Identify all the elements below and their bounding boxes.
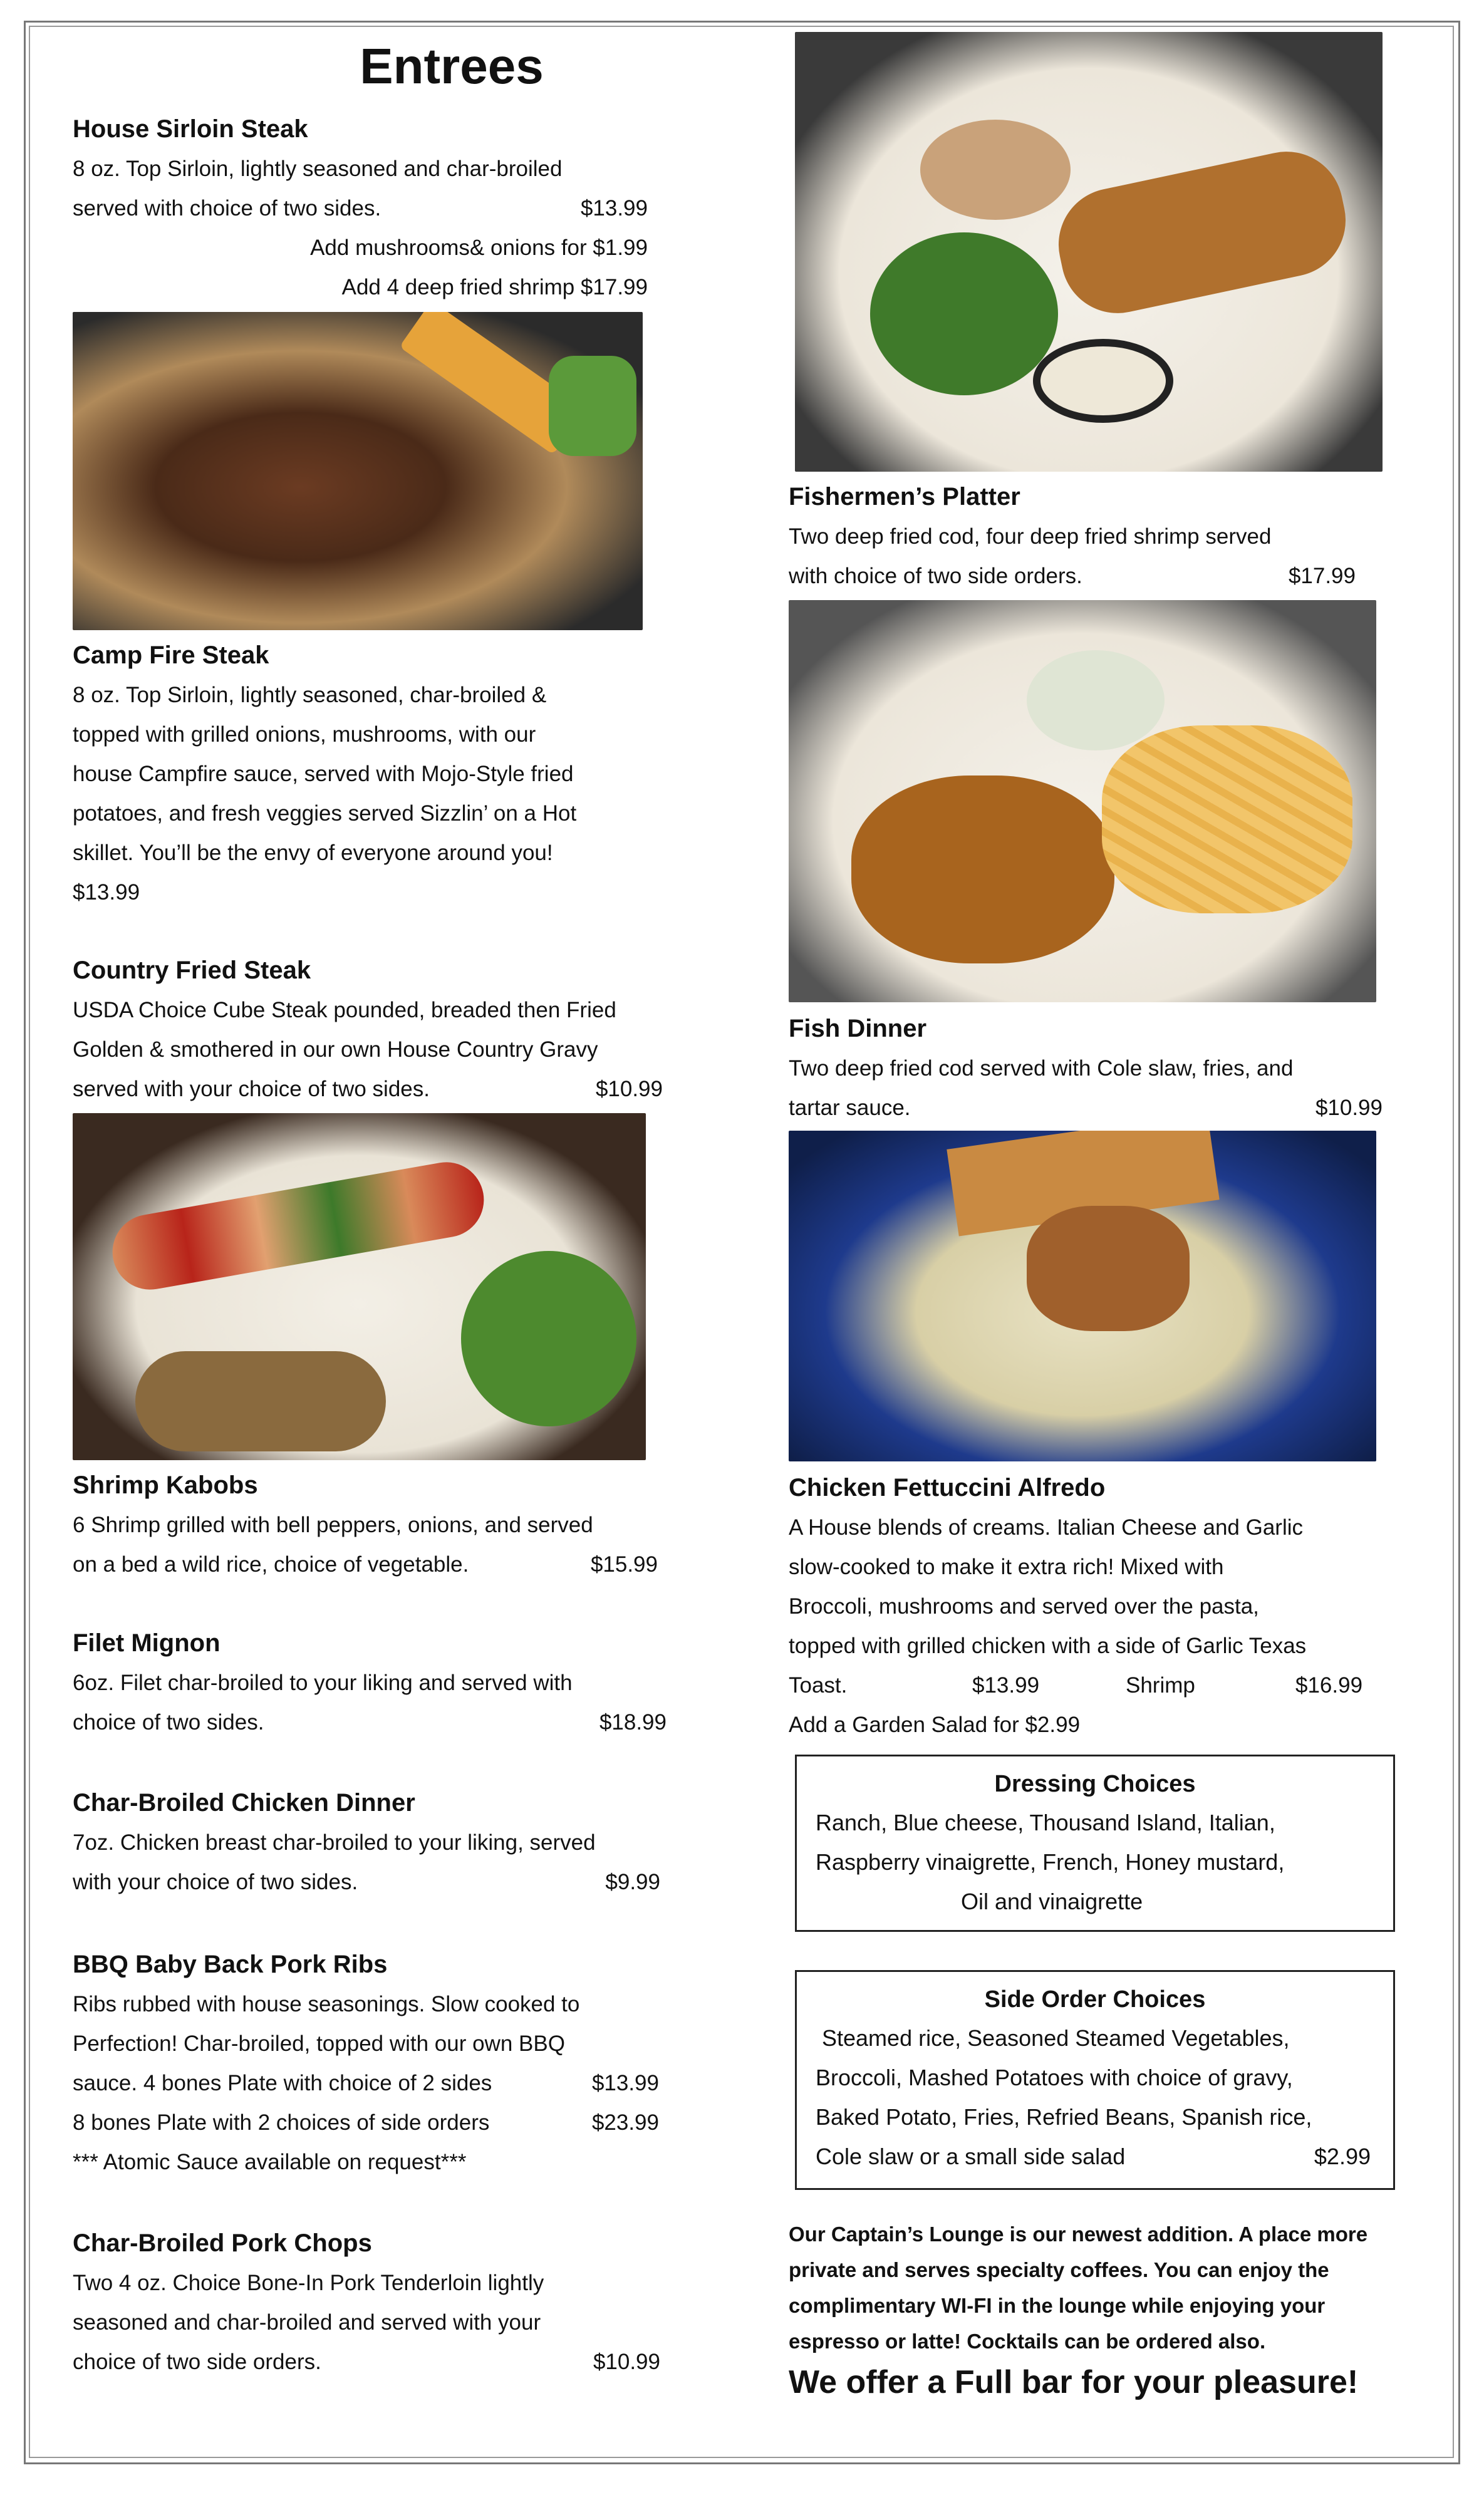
shrimp-option-price: $16.99 (1295, 1673, 1363, 1698)
captains-lounge-note (789, 2216, 1367, 2404)
item-desc-line (789, 1666, 1409, 1705)
side-orders-list: Baked Potato, Fries, Refried Beans, Spanish rice, (816, 2104, 1312, 2130)
item-desc: 6 Shrimp grilled with bell peppers, onions, and served (73, 1513, 593, 1537)
full-bar-announcement: We offer a Full bar for your pleasure! (789, 2364, 1359, 2400)
item-price: $10.99 (595, 1077, 663, 1101)
dressing-choices-box (795, 1755, 1395, 1932)
shrimp-kabobs-photo (73, 1113, 646, 1460)
item-desc: tartar sauce. (789, 1096, 911, 1120)
addon-shrimp: Add 4 deep fried shrimp $17.99 (341, 275, 648, 299)
item-desc: topped with grilled chicken with a side of Garlic Texas (789, 1634, 1307, 1658)
lounge-text: private and serves specialty coffees. You can enjoy the (789, 2258, 1329, 2281)
item-desc: Two deep fried cod, four deep fried shrimp served (789, 524, 1272, 549)
item-desc: 6oz. Filet char-broiled to your liking and served with (73, 1671, 573, 1695)
fishermens-platter-photo (795, 32, 1383, 472)
addon-mushrooms: Add mushrooms& onions for $1.99 (310, 236, 648, 260)
item-price: $13.99 (580, 196, 648, 220)
lounge-text: espresso or latte! Cocktails can be ordered also. (789, 2330, 1266, 2353)
menu-item-fish-dinner (789, 1009, 1383, 1128)
dressing-list: Oil and vinaigrette (961, 1889, 1143, 1914)
item-price: $10.99 (593, 2350, 660, 2374)
item-desc-line (789, 556, 1356, 596)
side-orders-title: Side Order Choices (984, 1986, 1206, 2013)
item-desc-line (73, 1862, 660, 1902)
item-desc: potatoes, and fresh veggies served Sizzlin’ on a Hot (73, 801, 577, 826)
side-orders-list: Cole slaw or a small side salad (816, 2144, 1126, 2169)
item-price: $13.99 (591, 2071, 659, 2095)
side-orders-line (797, 2137, 1393, 2176)
item-name: Camp Fire Steak (73, 641, 269, 669)
item-desc: sauce. 4 bones Plate with choice of 2 sides (73, 2071, 492, 2095)
item-desc: with choice of two side orders. (789, 564, 1082, 588)
item-desc-line (73, 1545, 658, 1584)
chicken-alfredo-photo (789, 1131, 1376, 1461)
item-price: $13.99 (73, 880, 140, 905)
side-orders-list: Broccoli, Mashed Potatoes with choice of gravy, (816, 2065, 1293, 2090)
item-name: Fishermen’s Platter (789, 483, 1020, 511)
menu-item-char-broiled-chicken (73, 1783, 660, 1902)
item-desc-line (73, 1703, 667, 1742)
lounge-text: Our Captain’s Lounge is our newest addition. A place more (789, 2223, 1368, 2246)
menu-item-filet-mignon (73, 1624, 667, 1742)
item-desc-line (73, 2342, 660, 2382)
item-desc: Perfection! Char-broiled, topped with our own BBQ (73, 2031, 565, 2056)
garden-salad-addon: Add a Garden Salad for $2.99 (789, 1713, 1081, 1737)
side-orders-list: Steamed rice, Seasoned Steamed Vegetables, (822, 2025, 1290, 2051)
item-name: Filet Mignon (73, 1629, 221, 1657)
item-desc: Two deep fried cod served with Cole slaw, fries, and (789, 1056, 1294, 1081)
shrimp-option-label: Shrimp (1126, 1673, 1195, 1698)
item-price: $23.99 (591, 2110, 659, 2135)
item-desc: topped with grilled onions, mushrooms, with our (73, 722, 536, 747)
menu-item-shrimp-kabobs (73, 1466, 658, 1584)
item-name: House Sirloin Steak (73, 115, 308, 143)
dressing-title: Dressing Choices (994, 1771, 1196, 1797)
menu-item-bbq-ribs (73, 1945, 659, 2182)
item-price: $18.99 (599, 1710, 667, 1735)
item-name: Chicken Fettuccini Alfredo (789, 1474, 1106, 1502)
item-desc: 8 oz. Top Sirloin, lightly seasoned and char-broiled (73, 157, 563, 181)
item-desc-line (73, 1069, 663, 1109)
dressing-list: Ranch, Blue cheese, Thousand Island, Italian, (816, 1810, 1275, 1835)
item-desc-line (73, 189, 648, 228)
lounge-text: complimentary WI-FI in the lounge while enjoying your (789, 2294, 1326, 2317)
item-desc-line (73, 2103, 659, 2142)
item-desc: Broccoli, mushrooms and served over the pasta, (789, 1594, 1259, 1619)
item-desc: 8 bones Plate with 2 choices of side orders (73, 2110, 490, 2135)
dressing-list: Raspberry vinaigrette, French, Honey mustard, (816, 1849, 1285, 1875)
side-order-price: $2.99 (1314, 2144, 1371, 2169)
item-desc: skillet. You’ll be the envy of everyone around you! (73, 841, 553, 865)
item-name: BBQ Baby Back Pork Ribs (73, 1951, 388, 1978)
menu-item-pork-chops (73, 2224, 660, 2382)
item-desc: A House blends of creams. Italian Cheese and Garlic (789, 1515, 1303, 1540)
item-desc-line (789, 1088, 1383, 1128)
item-desc: slow-cooked to make it extra rich! Mixed with (789, 1555, 1224, 1579)
menu-item-house-sirloin (73, 110, 648, 307)
item-desc: served with choice of two sides. (73, 196, 381, 220)
item-price: $9.99 (605, 1870, 660, 1894)
item-name: Fish Dinner (789, 1015, 927, 1042)
menu-item-country-fried-steak (73, 951, 663, 1109)
item-price: $17.99 (1288, 564, 1356, 588)
item-desc: Toast. (789, 1673, 848, 1698)
item-desc: USDA Choice Cube Steak pounded, breaded then Fried (73, 998, 616, 1022)
fish-dinner-photo (789, 600, 1376, 1002)
item-price: $10.99 (1315, 1096, 1383, 1120)
item-price: $15.99 (590, 1552, 658, 1577)
item-note: *** Atomic Sauce available on request*** (73, 2150, 467, 2174)
item-desc: house Campfire sauce, served with Mojo-Style fried (73, 762, 574, 786)
item-name: Char-Broiled Pork Chops (73, 2229, 372, 2257)
item-price: $13.99 (972, 1673, 1040, 1698)
item-desc: with your choice of two sides. (73, 1870, 358, 1894)
item-desc: on a bed a wild rice, choice of vegetable. (73, 1552, 469, 1577)
item-name: Country Fried Steak (73, 957, 311, 984)
item-desc: served with your choice of two sides. (73, 1077, 430, 1101)
item-desc: 8 oz. Top Sirloin, lightly seasoned, char-broiled & (73, 683, 547, 707)
item-desc: 7oz. Chicken breast char-broiled to your liking, served (73, 1830, 596, 1855)
side-order-choices-box (795, 1970, 1395, 2190)
item-name: Char-Broiled Chicken Dinner (73, 1789, 415, 1817)
item-desc: Two 4 oz. Choice Bone-In Pork Tenderloin lightly (73, 2271, 544, 2295)
item-desc: choice of two side orders. (73, 2350, 321, 2374)
item-desc: seasoned and char-broiled and served with your (73, 2310, 541, 2335)
item-desc: Ribs rubbed with house seasonings. Slow cooked to (73, 1992, 580, 2016)
menu-item-camp-fire-steak (73, 636, 662, 912)
item-desc: Golden & smothered in our own House Country Gravy (73, 1037, 598, 1062)
menu-item-fishermens-platter (789, 477, 1356, 596)
sirloin-steak-photo (73, 312, 643, 630)
menu-item-chicken-fettuccini-alfredo (789, 1468, 1409, 1745)
item-desc: choice of two sides. (73, 1710, 264, 1735)
page-title: Entrees (360, 38, 544, 94)
item-desc-line (73, 2063, 659, 2103)
item-name: Shrimp Kabobs (73, 1471, 258, 1499)
